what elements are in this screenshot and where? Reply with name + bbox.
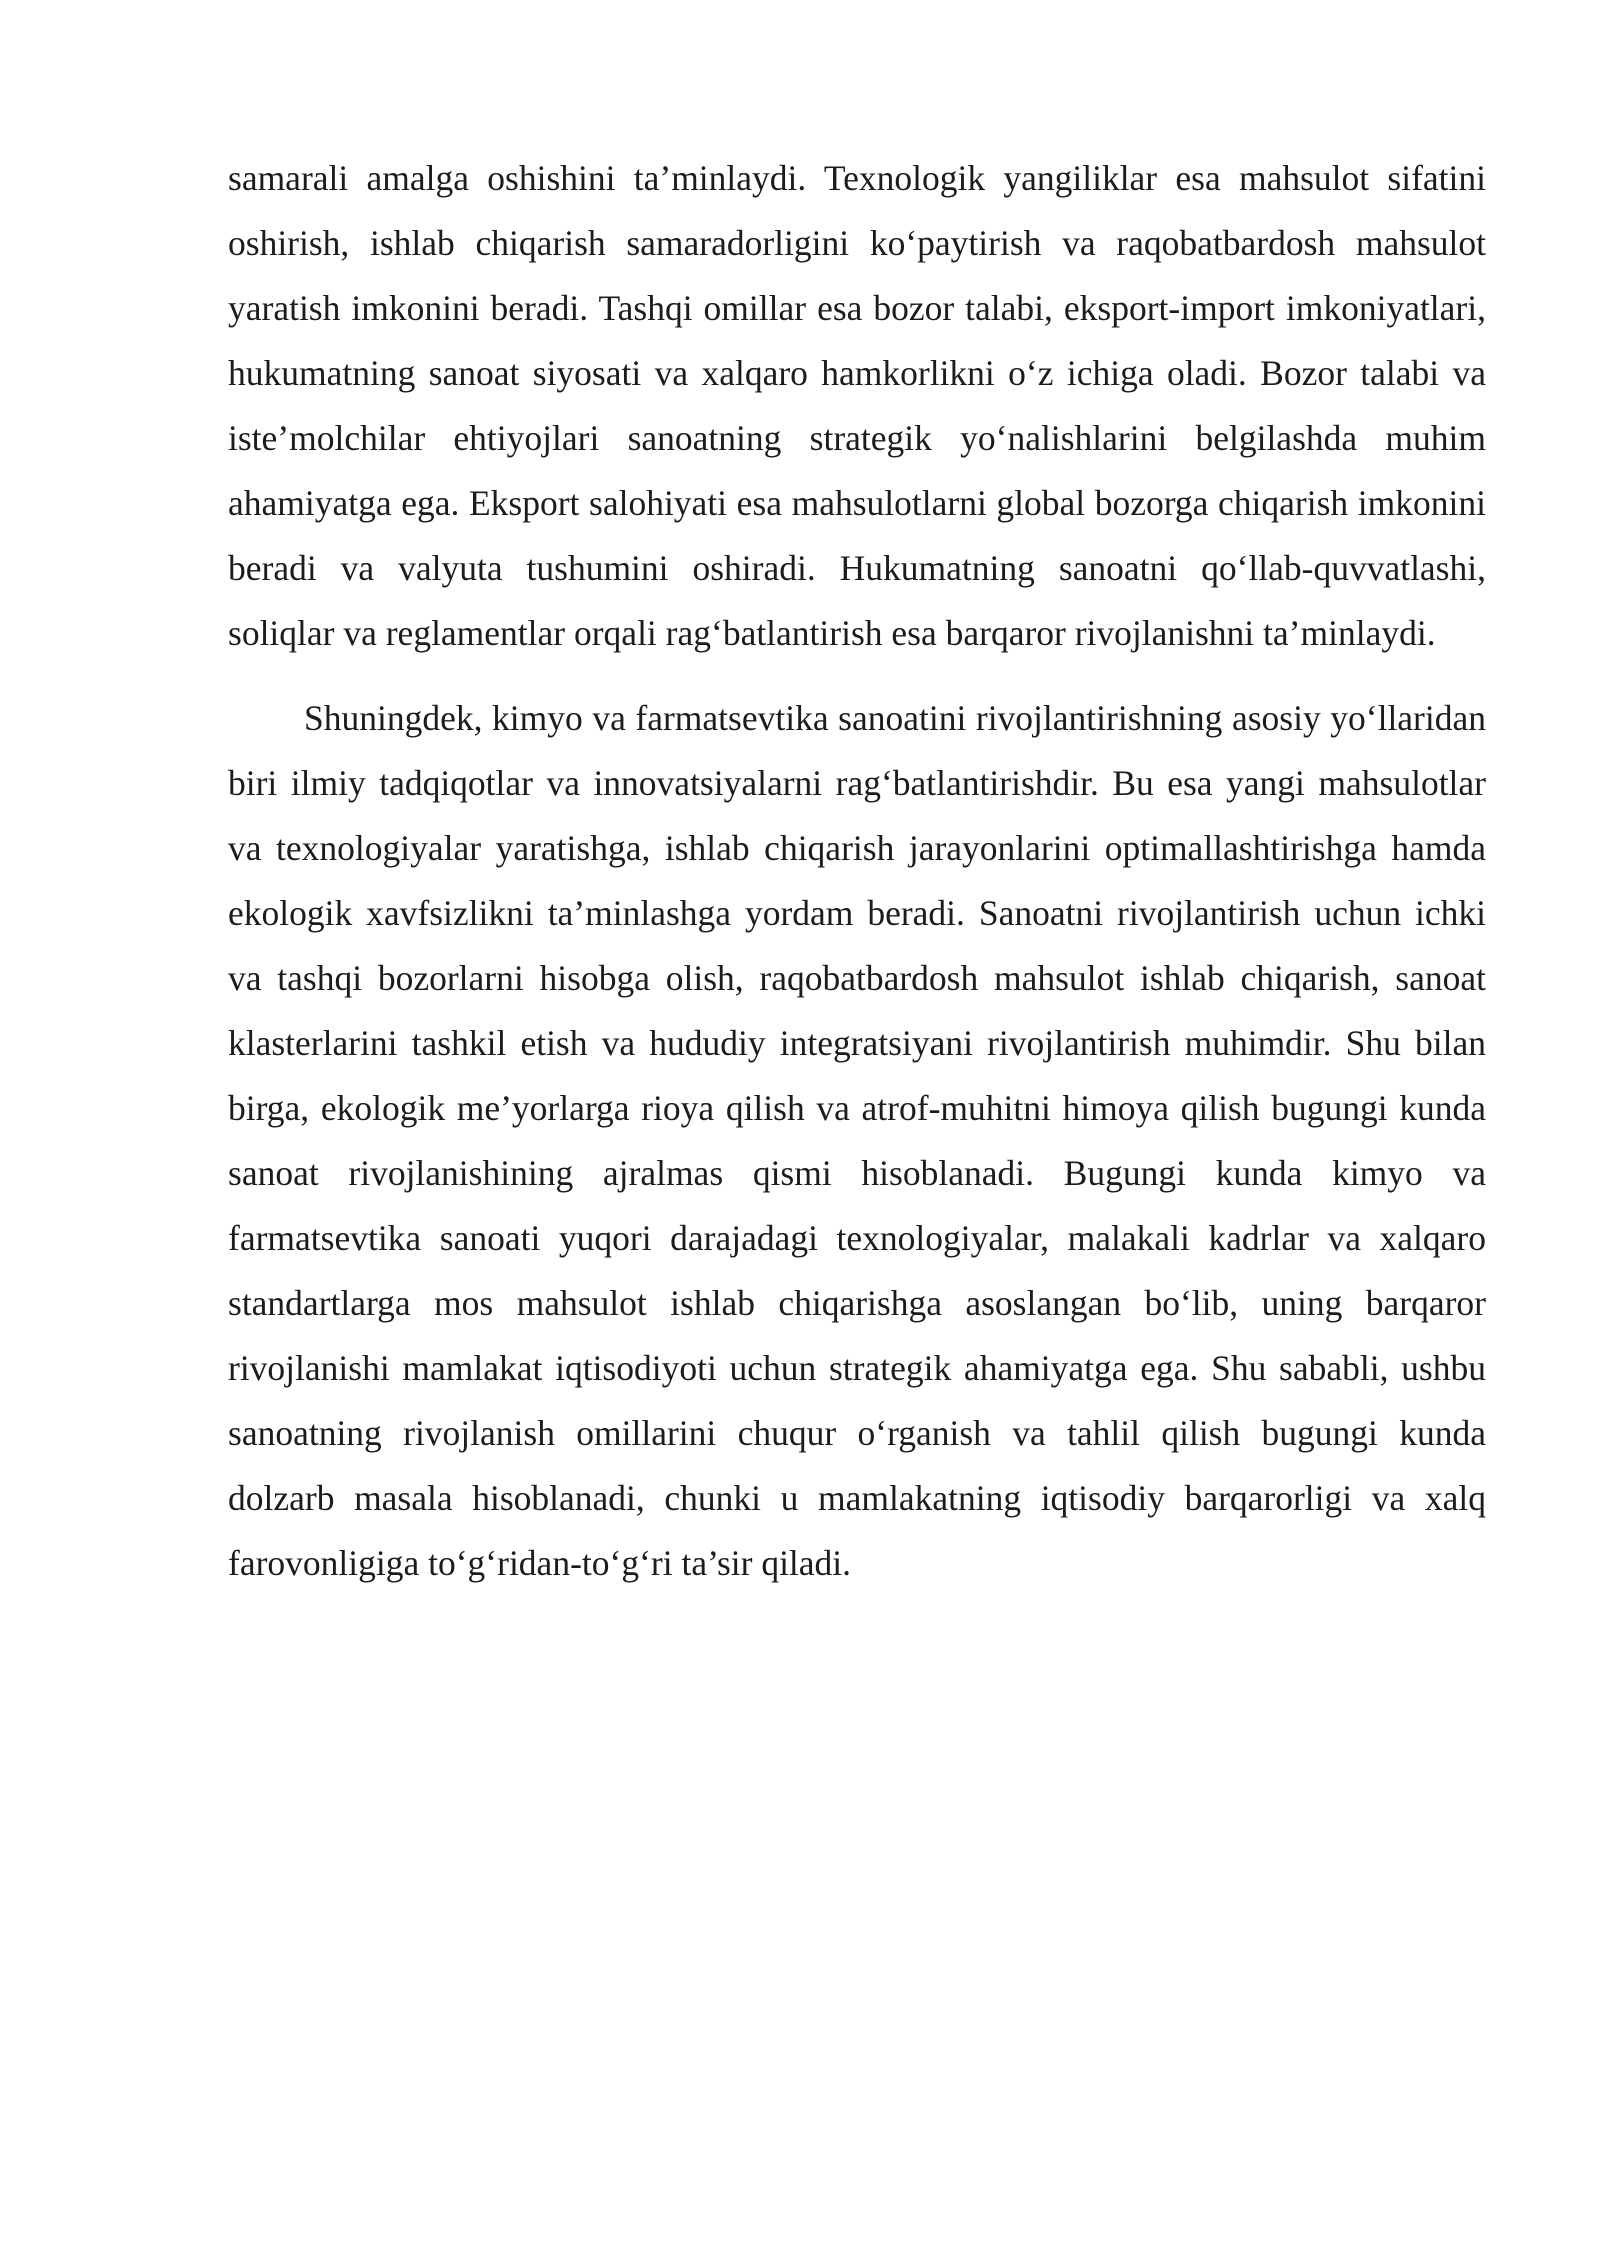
paragraph-continued: samarali amalga oshishini ta’minlaydi. Texnologik yangiliklar esa mahsulot sifatini oshirish, ishlab chiqarish samaradorligini ko‘paytirish va raqobatbardosh mahsulot yaratish imkonini beradi. Tashqi omillar esa bozor talabi, eksport-import imkoniyatlari, hukumatning sanoat siyosati va xalqaro hamkorlikni o‘z ichiga oladi. Bozor talabi va iste’molchilar ehtiyojlari sanoatning strategik yo‘nalishlarini belgilashda muhim ahamiyatga ega. Eksport salohiyati esa mahsulotlarni global bozorga chiqarish imkonini beradi va valyuta tushumini oshiradi. Hukumatning sanoatni qo‘llab-quvvatlashi, soliqlar va reglamentlar orqali rag‘batlantirish esa barqaror rivojlanishni ta’minlaydi. — [228, 158, 1486, 653]
paragraph: Shuningdek, kimyo va farmatsevtika sanoatini rivojlantirishning asosiy yo‘llaridan biri ilmiy tadqiqotlar va innovatsiyalarni rag‘batlantirishdir. Bu esa yangi mahsulotlar va texnologiyalar yaratishga, ishlab chiqarish jarayonlarini optimallashtirishga hamda ekologik xavfsizlikni ta’minlashga yordam beradi. Sanoatni rivojlantirish uchun ichki va tashqi bozorlarni hisobga olish, raqobatbardosh mahsulot ishlab chiqarish, sanoat klasterlarini tashkil etish va hududiy integratsiyani rivojlantirish muhimdir. Shu bilan birga, ekologik me’yorlarga rioya qilish va atrof-muhitni himoya qilish bugungi kunda sanoat rivojlanishining ajralmas qismi hisoblanadi. Bugungi kunda kimyo va farmatsevtika sanoati yuqori darajadagi texnologiyalar, malakali kadrlar va xalqaro standartlarga mos mahsulot ishlab chiqarishga asoslangan bo‘lib, uning barqaror rivojlanishi mamlakat iqtisodiyoti uchun strategik ahamiyatga ega. Shu sababli, ushbu sanoatning rivojlanish omillarini chuqur o‘rganish va tahlil qilish bugungi kunda dolzarb masala hisoblanadi, chunki u mamlakatning iqtisodiy barqarorligi va xalq farovonligiga to‘g‘ridan-to‘g‘ri ta’sir qiladi. — [228, 698, 1486, 1583]
document-body — [228, 146, 1486, 1596]
